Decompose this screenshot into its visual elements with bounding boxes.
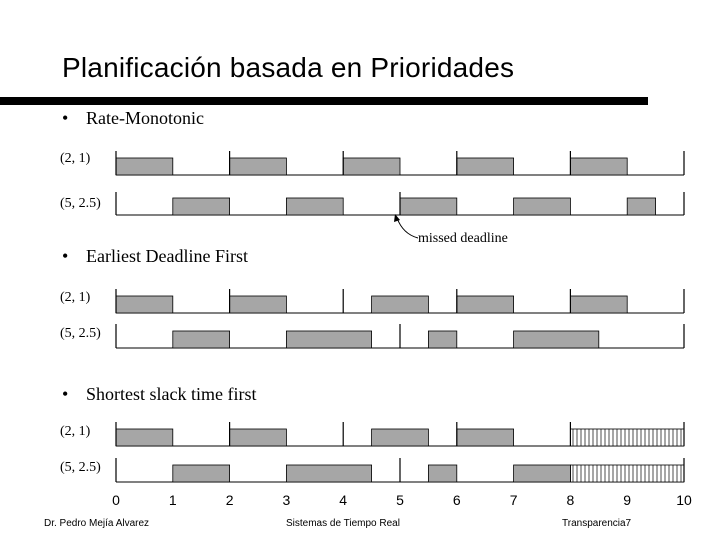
execution-block: [230, 296, 287, 313]
axis-tick-label: 1: [168, 492, 177, 508]
task-label: (5, 2.5): [60, 326, 101, 341]
execution-block: [570, 158, 627, 175]
execution-block: [116, 158, 173, 175]
footer-course: Sistemas de Tiempo Real: [286, 518, 400, 529]
execution-block: [570, 296, 627, 313]
execution-block: [457, 158, 514, 175]
axis-tick-label: 2: [225, 492, 234, 508]
execution-block: [428, 465, 456, 482]
footer-author: Dr. Pedro Mejía Alvarez: [44, 518, 150, 529]
footer-slide-number: Transparencia7: [562, 518, 632, 529]
execution-block: [457, 296, 514, 313]
axis-tick-label: 4: [339, 492, 348, 508]
execution-block: [116, 296, 173, 313]
slide-title: Planificación basada en Prioridades: [62, 52, 515, 83]
axis-tick-label: 8: [566, 492, 575, 508]
axis-tick-label: 6: [452, 492, 461, 508]
bullet-icon: •: [62, 108, 69, 128]
execution-block: [286, 198, 343, 215]
axis-tick-label: 7: [509, 492, 518, 508]
bullet-icon: •: [62, 384, 69, 404]
axis-tick-label: 3: [282, 492, 291, 508]
missed-deadline-arrow: [397, 218, 418, 238]
execution-block: [627, 198, 655, 215]
axis-tick-label: 0: [112, 492, 120, 508]
task-label: (2, 1): [60, 424, 91, 439]
execution-block: [457, 429, 514, 446]
execution-block: [173, 198, 230, 215]
execution-block: [286, 465, 371, 482]
missed-deadline-annotation: missed deadline: [418, 231, 508, 246]
execution-block: [514, 465, 571, 482]
task-label: (2, 1): [60, 151, 91, 166]
hatched-block: [570, 465, 684, 482]
axis-tick-label: 5: [396, 492, 404, 508]
execution-block: [514, 331, 599, 348]
execution-block: [514, 198, 571, 215]
bullet-icon: •: [62, 246, 69, 266]
section-heading-text: Rate-Monotonic: [86, 108, 204, 128]
execution-block: [230, 429, 287, 446]
execution-block: [372, 296, 429, 313]
execution-block: [116, 429, 173, 446]
hatched-block: [570, 429, 684, 446]
task-label: (5, 2.5): [60, 196, 101, 211]
axis-tick-label: 10: [676, 492, 692, 508]
execution-block: [173, 331, 230, 348]
execution-block: [286, 331, 371, 348]
execution-block: [343, 158, 400, 175]
task-label: (5, 2.5): [60, 460, 101, 475]
section-heading-text: Earliest Deadline First: [86, 246, 248, 266]
axis-tick-label: 9: [623, 492, 632, 508]
execution-block: [173, 465, 230, 482]
execution-block: [230, 158, 287, 175]
execution-block: [428, 331, 456, 348]
execution-block: [372, 429, 429, 446]
task-label: (2, 1): [60, 290, 91, 305]
section-heading-text: Shortest slack time first: [86, 384, 257, 404]
execution-block: [400, 198, 457, 215]
